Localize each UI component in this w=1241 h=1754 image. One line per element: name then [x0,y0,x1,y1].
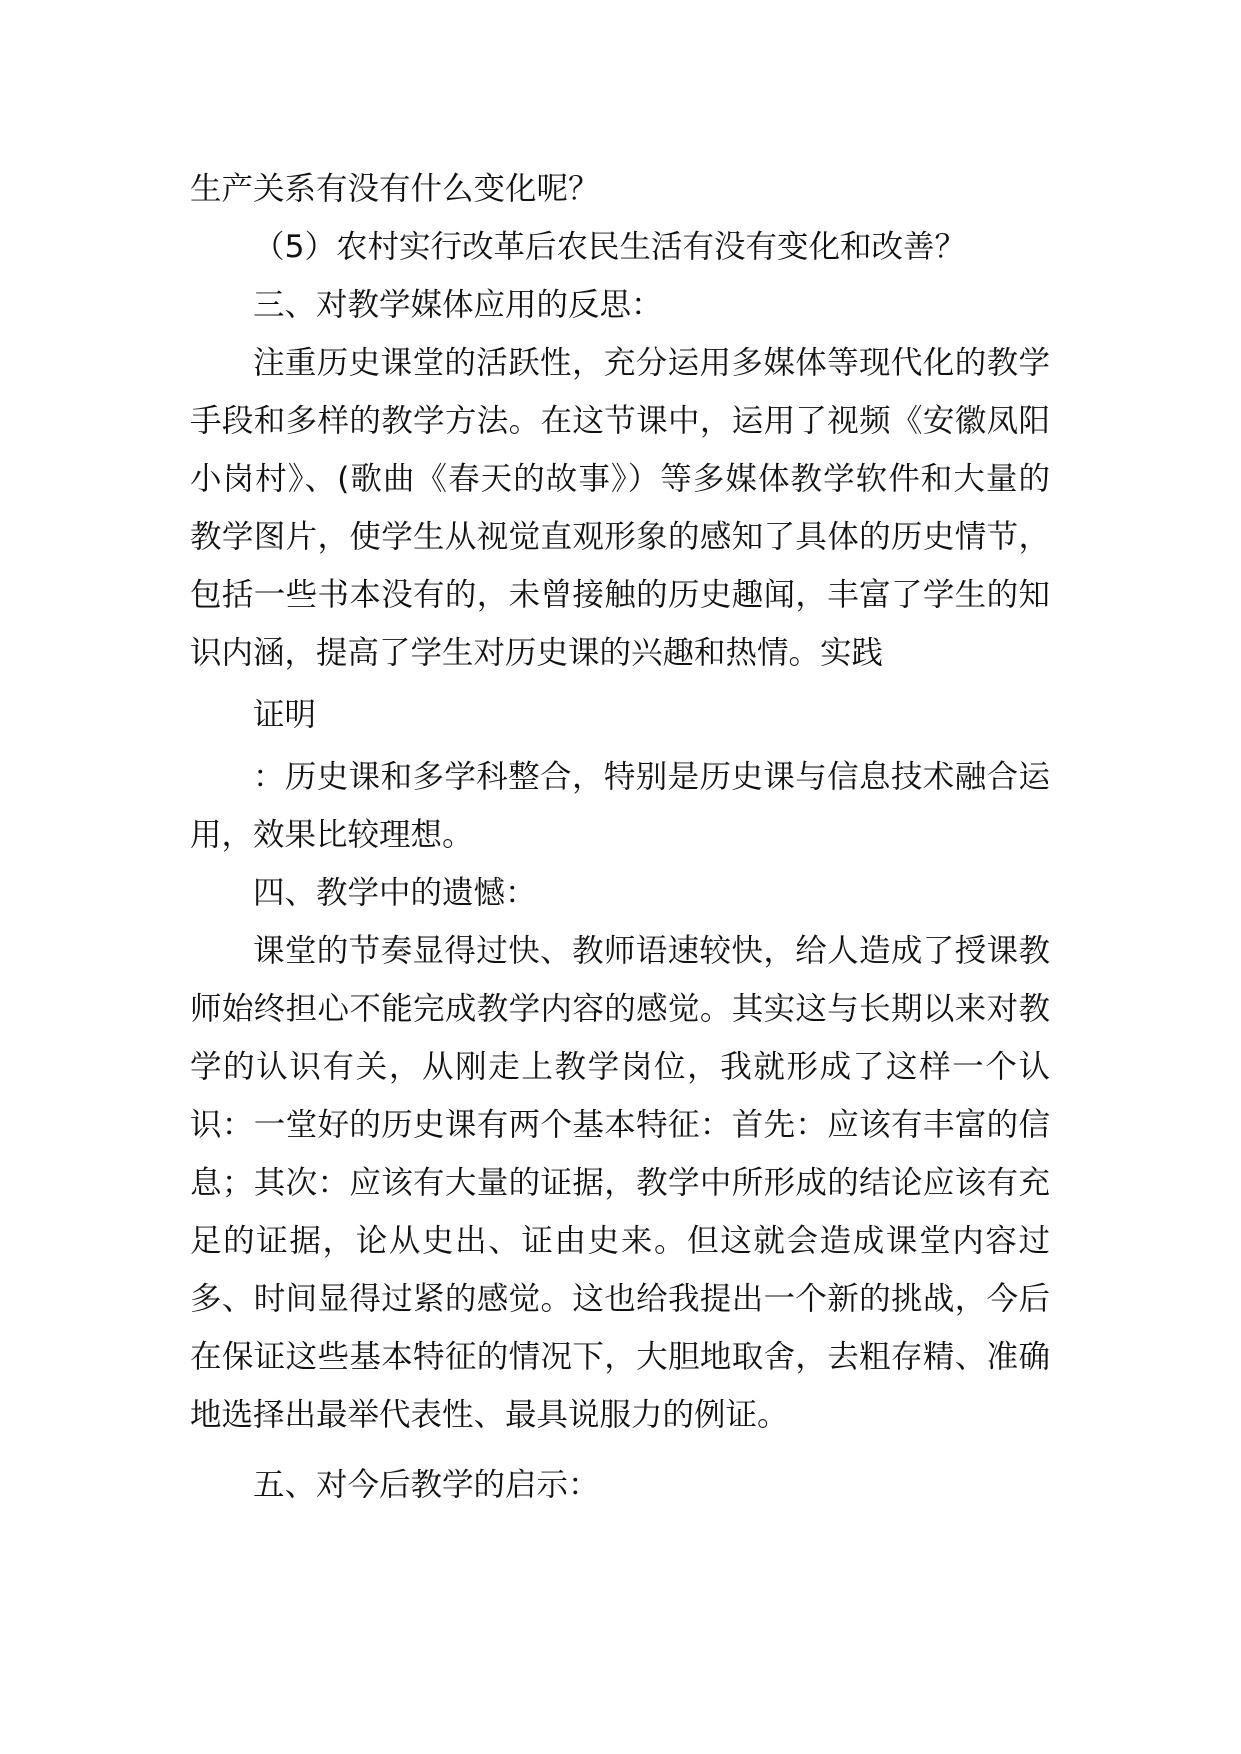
heading-media-reflection: 三、对教学媒体应用的反思： [253,287,663,323]
paragraph-integration-result: ：历史课和多学科整合，特别是历史课与信息技术融合运用，效果比较理想。 [190,759,1050,853]
paragraph-proof: 证明 [253,697,317,733]
paragraph-production-relations: 生产关系有没有什么变化呢？ [190,171,600,207]
document-body [190,160,1050,1514]
paragraph-media-usage: 注重历史课堂的活跃性，充分运用多媒体等现代化的教学手段和多样的教学方法。在这节课中，运用了视频《安徽凤阳小岗村》、(歌曲《春天的故事》）等多媒体教学软件和大量的教学图片，使学生从视觉直观形象的感知了具体的历史情节，包括一些书本没有的，未曾接触的历史趣闻，丰富了学生的知识内涵，提高了学生对历史课的兴趣和热情。实践 [190,345,1050,671]
paragraph-classroom-pace: 课堂的节奏显得过快、教师语速较快，给人造成了授课教师始终担心不能完成教学内容的感觉。其实这与长期以来对教学的认识有关，从刚走上教学岗位，我就形成了这样一个认识：一堂好的历史课有两个基本特征：首先：应该有丰富的信息；其次：应该有大量的证据，教学中所形成的结论应该有充足的证据，论从史出、证由史来。但这就会造成课堂内容过多、时间显得过紧的感觉。这也给我提出一个新的挑战，今后在保证这些基本特征的情况下，大胆地取舍，去粗存精、准确地选择出最举代表性、最具说服力的例证。 [190,933,1050,1433]
paragraph-question-5: （5）农村实行改革后农民生活有没有变化和改善？ [253,229,967,265]
heading-teaching-regrets: 四、教学中的遗憾： [253,875,537,911]
heading-future-inspiration: 五、对今后教学的启示： [253,1467,600,1503]
